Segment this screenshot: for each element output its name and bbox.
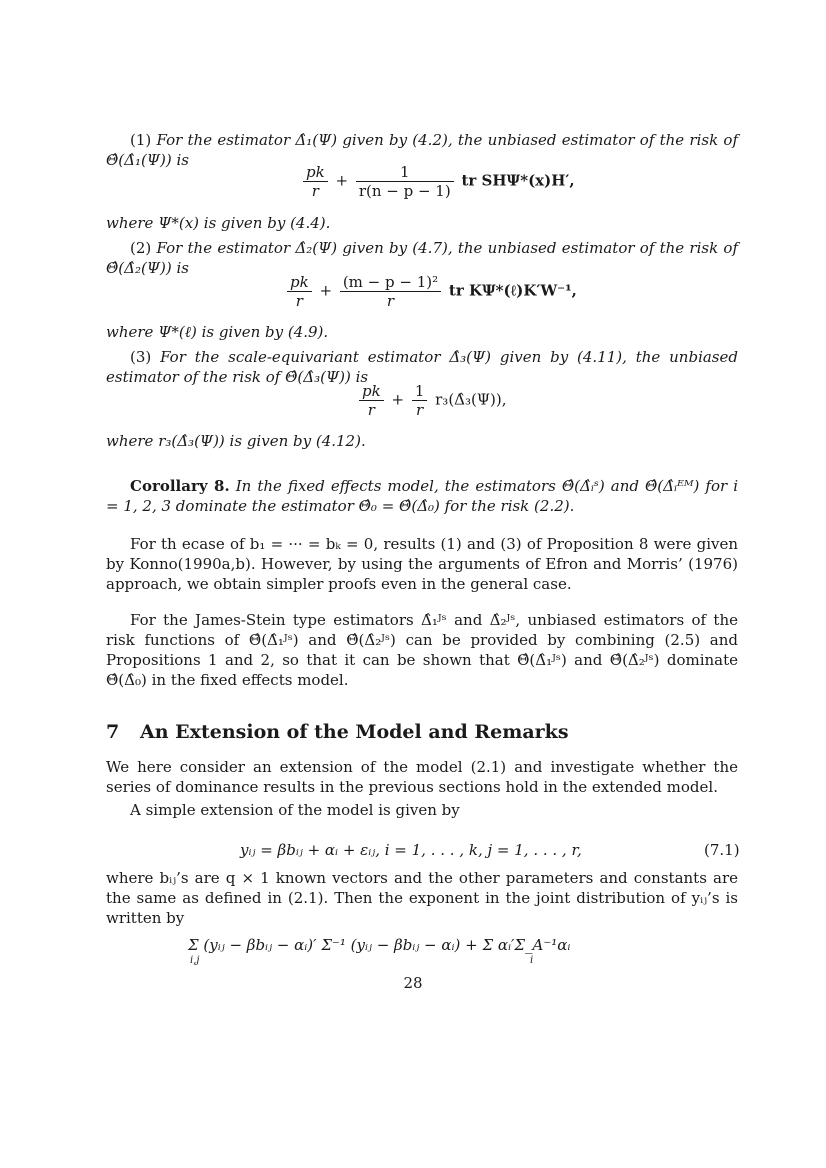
corollary-8 <box>106 476 738 516</box>
equation-risk-3: $\frac{pk}{r}$ + $\frac{1}{r}$ r₃(Δ̂₃(Ψ)), <box>356 382 507 419</box>
corollary-label: Corollary 8. <box>130 477 230 495</box>
paragraph-exponent: where bᵢⱼ’s are q × 1 known vectors and the other parameters and constants are the same as defined in (2.1). Then the exponent in the joint distribution of yᵢⱼ’s is written by <box>106 869 738 927</box>
item-text: For the estimator Δ̂₁(Ψ) given by (4.2), the unbiased estimator of the risk of Θ̂(Δ̂₁(Ψ)) is <box>106 131 738 169</box>
section-heading <box>106 721 569 743</box>
page-number: 28 <box>403 974 423 992</box>
equation-7-1: yᵢⱼ = βbᵢⱼ + αᵢ + εᵢⱼ, i = 1, . . . , k, j = 1, . . . , r, <box>240 841 582 859</box>
sum-index-ij: i,j <box>190 955 200 966</box>
item-1-where: where Ψ*(x) is given by (4.4). <box>106 214 331 232</box>
prop-item-2 <box>106 238 738 278</box>
paragraph-extension-intro: We here consider an extension of the model (2.1) and investigate whether the series of dominance results in the previous sections hold in the extended model. <box>106 758 738 796</box>
paragraph-konno: For th ecase of b₁ = ··· = bₖ = 0, results (1) and (3) of Proposition 8 were given by Konno(1990a,b). However, by using the arguments of Efron and Morris’ (1976) approach, we obtain simpler proofs even in the general case. <box>106 535 738 593</box>
item-label: (3) <box>130 348 152 366</box>
corollary-text: In the fixed effects model, the estimators Θ̂(Δ̂ᵢˢ) and Θ̂(Δ̂ᵢᴱᴹ) for i = 1, 2, 3 dominate the estimator Θ̂₀ = Θ̂(Δ̂₀) for the risk (2.2). <box>106 477 738 515</box>
item-text: For the estimator Δ̂₂(Ψ) given by (4.7), the unbiased estimator of the risk of Θ̂(Δ̂₂(Ψ)) is <box>106 239 738 277</box>
section-title: An Extension of the Model and Remarks <box>140 721 569 743</box>
item-2-where: where Ψ*(ℓ) is given by (4.9). <box>106 323 329 341</box>
sum-index-i: i <box>530 955 534 966</box>
equation-risk-1: $\frac{pk}{r}$ + $\frac{1}{r(n - p - 1)}$ tr SHΨ*(x)H′, <box>300 163 575 200</box>
prop-item-3 <box>106 347 738 387</box>
item-label: (1) <box>130 131 152 149</box>
equation-exponent: Σ (yᵢⱼ − βbᵢⱼ − αᵢ)′ Σ⁻¹ (yᵢⱼ − βbᵢⱼ − αᵢ) + Σ αᵢ′Σ_A⁻¹αᵢ <box>188 936 571 954</box>
equation-risk-2: $\frac{pk}{r}$ + $\frac{\text{(m − p − 1)²}}{r}$ tr KΨ*(ℓ)K′W⁻¹, <box>284 273 577 310</box>
paragraph-simple-extension: A simple extension of the model is given by <box>130 801 460 819</box>
equation-number: (7.1) <box>704 841 740 859</box>
item-text: For the scale-equivariant estimator Δ̂₃(Ψ) given by (4.11), the unbiased estimator of the risk of Θ̂(Δ̂₃(Ψ)) is <box>106 348 738 386</box>
item-3-where: where r₃(Δ̂₃(Ψ)) is given by (4.12). <box>106 432 366 450</box>
item-label: (2) <box>130 239 152 257</box>
section-number: 7 <box>106 721 120 743</box>
paragraph-james-stein: For the James-Stein type estimators Δ̂₁ᴶˢ and Δ̂₂ᴶˢ, unbiased estimators of the risk functions of Θ̂(Δ̂₁ᴶˢ) and Θ̂(Δ̂₂ᴶˢ) can be provided by combining (2.5) and Propositions 1 and 2, so that it can be shown that Θ̂(Δ̂₁ᴶˢ) and Θ̂(Δ̂₂ᴶˢ) dominate Θ̂(Δ̂₀) in the fixed effects model. <box>106 611 738 689</box>
